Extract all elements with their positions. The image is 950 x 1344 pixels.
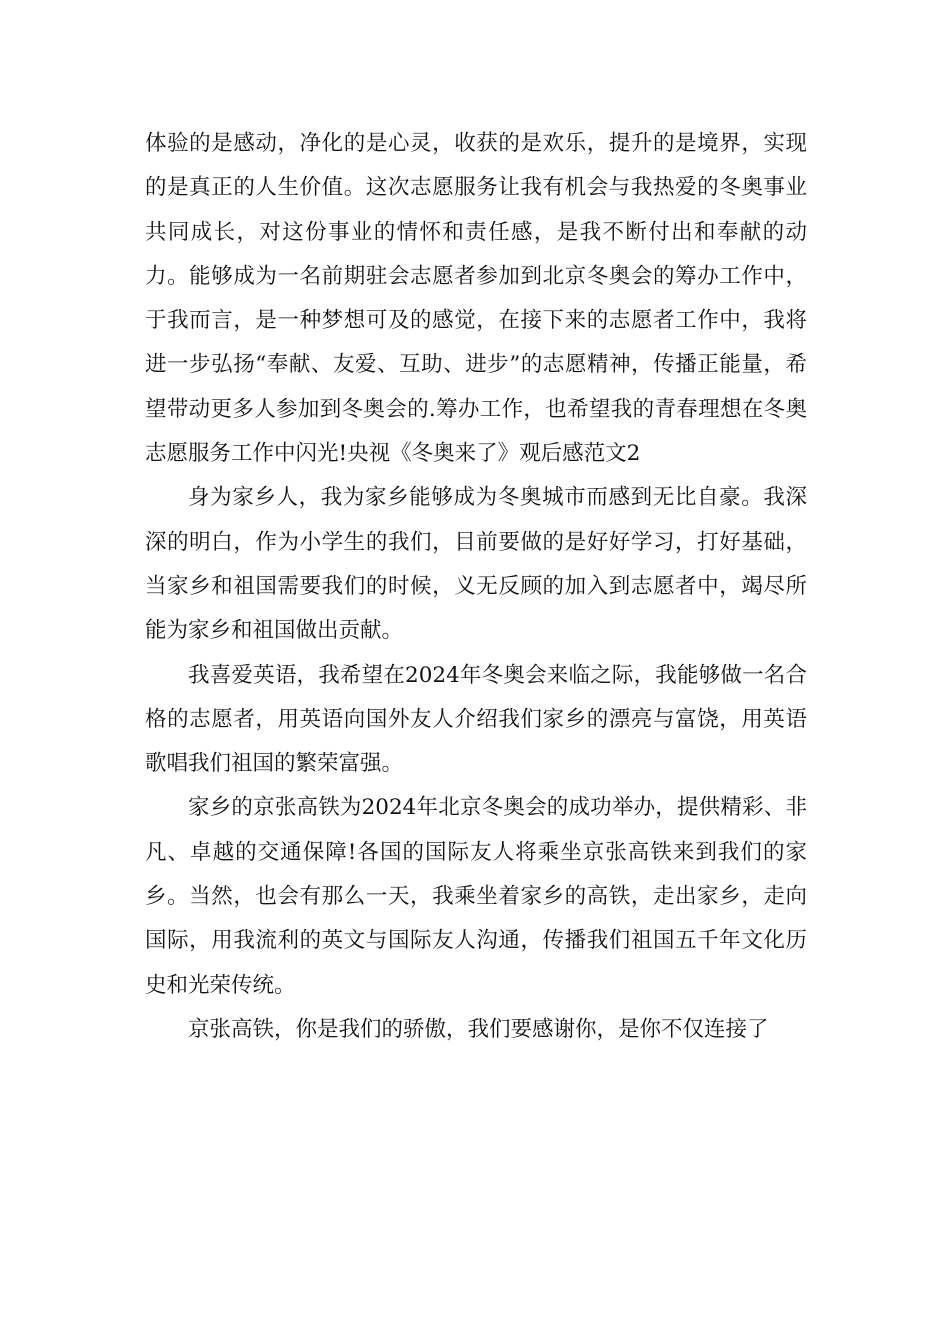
paragraph-hometown-pride: 身为家乡人，我为家乡能够成为冬奥城市而感到无比自豪。我深深的明白，作为小学生的我们，目前要做的是好好学习，打好基础，当家乡和祖国需要我们的时候，义无反顾的加入到志愿者中，竭尽所能为家乡和祖国做出贡献。 (145, 485, 807, 644)
document-body (145, 122, 807, 1052)
paragraph-english-volunteer: 我喜爱英语，我希望在2024年冬奥会来临之际，我能够做一名合格的志愿者，用英语向国外友人介绍我们家乡的漂亮与富饶，用英语歌唱我们祖国的繁荣富强。 (145, 662, 807, 777)
paragraph-high-speed-rail: 家乡的京张高铁为2024年北京冬奥会的成功举办，提供精彩、非凡、卓越的交通保障!各国的国际友人将乘坐京张高铁来到我们的家乡。当然，也会有那么一天，我乘坐着家乡的高铁，走出家乡，走向国际，用我流利的英文与国际友人沟通，传播我们祖国五千年文化历史和光荣传统。 (145, 795, 807, 998)
paragraph-rail-gratitude: 京张高铁，你是我们的骄傲，我们要感谢你，是你不仅连接了 (188, 1016, 769, 1042)
paragraph-continuation: 体验的是感动，净化的是心灵，收获的是欢乐，提升的是境界，实现的是真正的人生价值。这次志愿服务让我有机会与我热爱的冬奥事业共同成长，对这份事业的情怀和责任感，是我不断付出和奉献的动力。能够成为一名前期驻会志愿者参加到北京冬奥会的筹办工作中，于我而言，是一种梦想可及的感觉，在接下来的志愿者工作中，我将进一步弘扬“奉献、友爱、互助、进步”的志愿精神，传播正能量，希望带动更多人参加到冬奥会的.筹办工作，也希望我的青春理想在冬奥志愿服务工作中闪光!央视《冬奥来了》观后感范文2 (145, 131, 807, 467)
